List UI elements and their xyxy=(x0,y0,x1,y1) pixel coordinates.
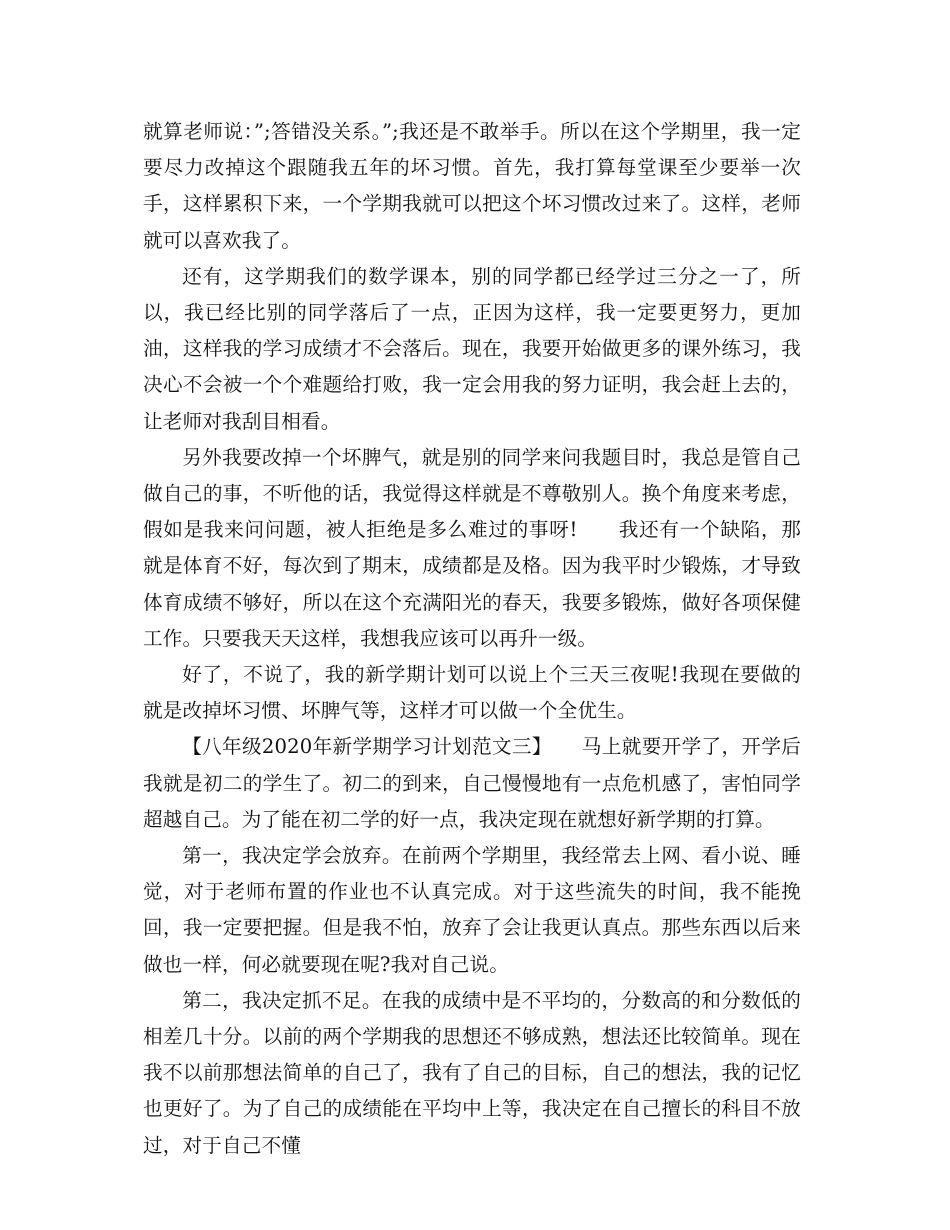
paragraph-6: 第一，我决定学会放弃。在前两个学期里，我经常去上网、看小说、睡觉，对于老师布置的作业也不认真完成。对于这些流失的时间，我不能挽回，我一定要把握。但是我不怕，放弃了会让我更认真点。那些东西以后来做也一样，何必就要现在呢?我对自己说。 xyxy=(143,844,801,976)
paragraph-1: 就算老师说：”;答错没关系。”;我还是不敢举手。所以在这个学期里，我一定要尽力改掉这个跟随我五年的坏习惯。首先，我打算每堂课至少要举一次手，这样累积下来，一个学期我就可以把这个坏习惯改过来了。这样，老师就可以喜欢我了。 xyxy=(143,120,801,252)
body-text xyxy=(143,114,801,1164)
paragraph-2: 还有，这学期我们的数学课本，别的同学都已经学过三分之一了，所以，我已经比别的同学落后了一点，正因为这样，我一定要更努力，更加油，这样我的学习成绩才不会落后。现在，我要开始做更多的课外练习，我决心不会被一个个难题给打败，我一定会用我的努力证明，我会赶上去的，让老师对我刮目相看。 xyxy=(143,264,801,433)
paragraph-5: 【八年级2020年新学期学习计划范文三】 马上就要开学了，开学后我就是初二的学生了。初二的到来，自己慢慢地有一点危机感了，害怕同学超越自己。为了能在初二学的好一点，我决定现在就想好新学期的打算。 xyxy=(143,735,801,831)
paragraph-7: 第二，我决定抓不足。在我的成绩中是不平均的，分数高的和分数低的相差几十分。以前的两个学期我的思想还不够成熟，想法还比较简单。现在我不以前那想法简单的自己了，我有了自己的目标，自己的想法，我的记忆也更好了。为了自己的成绩能在平均中上等，我决定在自己擅长的科目不放过，对于自己不懂 xyxy=(143,988,801,1157)
paragraph-3: 另外我要改掉一个坏脾气，就是别的同学来问我题目时，我总是管自己做自己的事，不听他的话，我觉得这样就是不尊敬别人。换个角度来考虑，假如是我来问问题，被人拒绝是多么难过的事呀! 我还有一个缺陷，那就是体育不好，每次到了期末，成绩都是及格。因为我平时少锻炼，才导致体育成绩不够好，所以在这个充满阳光的春天，我要多锻炼，做好各项保健工作。只要我天天这样，我想我应该可以再升一级。 xyxy=(143,445,801,650)
paragraph-4: 好了，不说了，我的新学期计划可以说上个三天三夜呢!我现在要做的就是改掉坏习惯、坏脾气等，这样才可以做一个全优生。 xyxy=(143,663,801,723)
